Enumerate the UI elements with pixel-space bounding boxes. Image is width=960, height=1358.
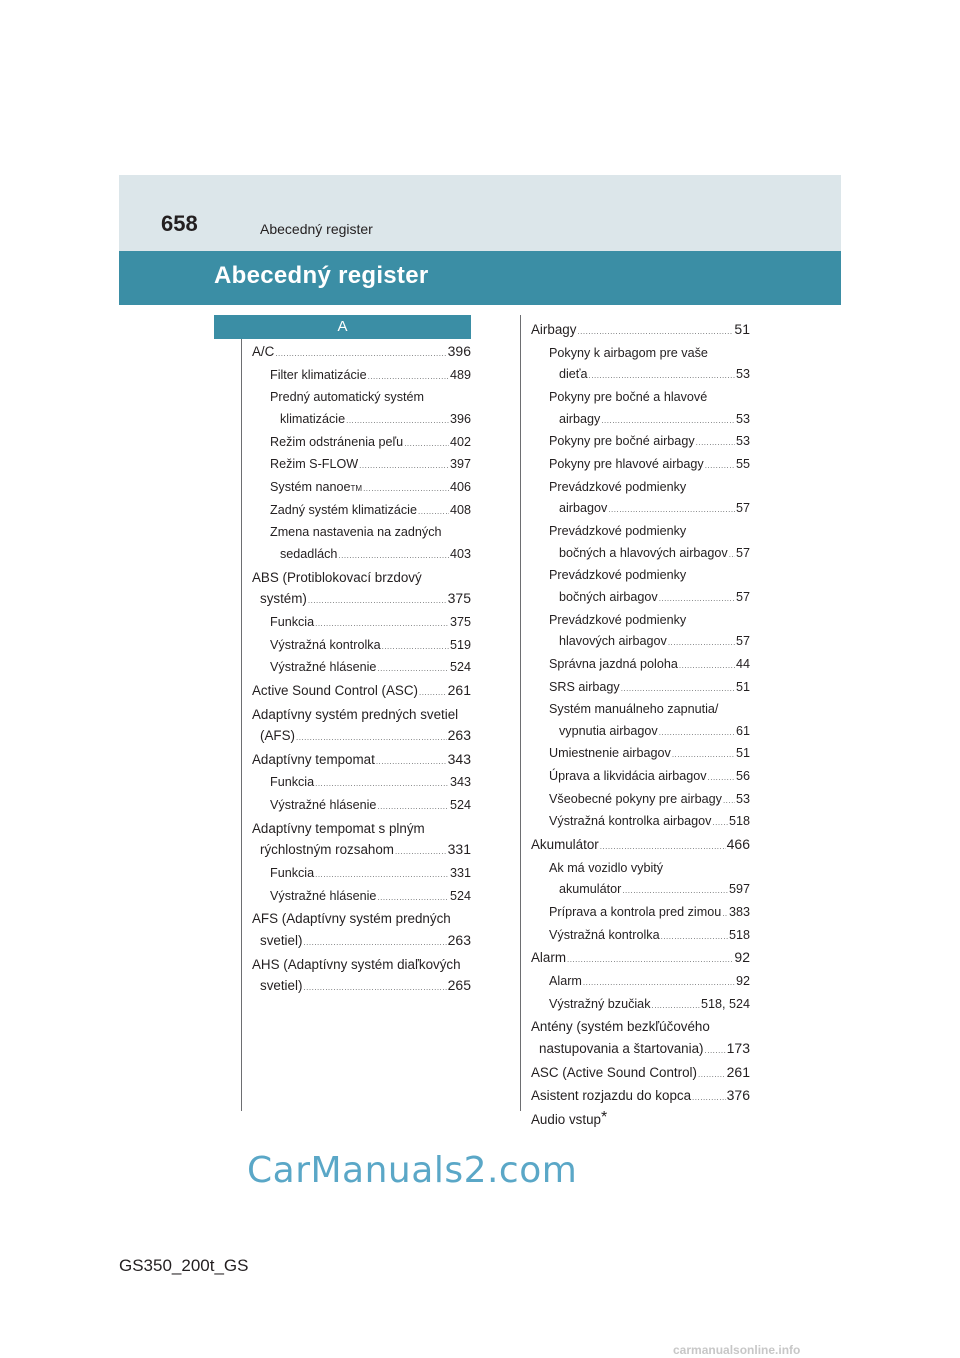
leader-dots <box>377 796 449 818</box>
entry-text: klimatizácie <box>280 411 346 426</box>
index-entry <box>531 699 750 743</box>
leader-dots <box>368 366 449 388</box>
entry-text: svetiel) <box>260 933 303 949</box>
page-ref: 263 <box>447 932 471 949</box>
entry-text: bočných a hlavových airbagov <box>559 545 728 560</box>
entry-text: Správna jazdná poloha <box>549 656 678 671</box>
leader-dots <box>296 727 447 749</box>
page-ref: 261 <box>447 681 471 698</box>
index-entry <box>531 994 750 1017</box>
entry-text: Všeobecné pokyny pre airbagy <box>549 791 722 806</box>
leader-dots <box>621 678 735 700</box>
leader-dots <box>692 1087 726 1109</box>
leader-dots <box>589 365 735 387</box>
page-ref: 466 <box>726 836 750 853</box>
index-column-right <box>531 319 750 1131</box>
page-ref: 524 <box>449 660 471 675</box>
leader-dots <box>303 932 446 954</box>
entry-text: Funkcia <box>270 775 315 790</box>
page-ref: 524 <box>449 798 471 813</box>
leader-dots <box>315 613 449 635</box>
entry-text: AHS (Adaptívny systém diaľkových <box>252 956 461 972</box>
page-ref: 343 <box>449 775 471 790</box>
index-entry <box>531 343 750 387</box>
entry-text: ASC (Active Sound Control) <box>531 1064 697 1080</box>
page-ref: 57 <box>735 589 750 604</box>
leader-dots <box>608 499 735 521</box>
leader-dots <box>705 1040 726 1062</box>
entry-text: Adaptívny systém predných svetiel <box>252 706 459 722</box>
leader-dots <box>363 478 449 500</box>
page-ref: 519 <box>449 637 471 652</box>
index-entry <box>252 908 471 953</box>
page-ref: 56 <box>735 769 750 784</box>
entry-text: Pokyny pre bočné a hlavové <box>549 389 708 404</box>
entry-text: nastupovania a štartovania) <box>539 1041 704 1056</box>
index-entry <box>252 795 471 818</box>
page-ref: 524 <box>449 888 471 903</box>
page-ref: 403 <box>449 546 471 561</box>
index-entry <box>252 680 471 704</box>
leader-dots <box>419 682 447 704</box>
index-entry <box>531 811 750 834</box>
entry-text: dieťa <box>559 367 588 382</box>
entry-text: Pokyny pre hlavové airbagy <box>549 456 704 471</box>
page-ref: 53 <box>735 367 750 382</box>
leader-dots <box>601 410 735 432</box>
entry-text: A/C <box>252 344 275 359</box>
page-ref: 44 <box>735 656 750 671</box>
index-entry <box>531 1062 750 1086</box>
entry-text: Prevádzkové podmienky <box>549 568 687 583</box>
leader-dots <box>698 1064 726 1086</box>
page-ref: 402 <box>449 434 471 449</box>
leader-dots <box>338 545 449 567</box>
leader-dots <box>275 343 446 365</box>
index-entry <box>531 610 750 654</box>
page-ref: 396 <box>449 411 471 426</box>
index-entry <box>252 567 471 612</box>
page-ref: 331 <box>447 841 471 858</box>
page-ref: 51 <box>735 746 750 761</box>
page-ref: 261 <box>726 1063 750 1080</box>
leader-dots <box>696 432 735 454</box>
entry-text: Výstražné hlásenie <box>270 798 377 813</box>
index-entry <box>252 454 471 477</box>
leader-dots <box>679 655 735 677</box>
page-ref: 375 <box>449 614 471 629</box>
page-ref: 408 <box>449 502 471 517</box>
leader-dots <box>376 751 447 773</box>
page-ref: 53 <box>735 434 750 449</box>
entry-text: Active Sound Control (ASC) <box>252 682 418 698</box>
entry-text: Systém nanoe <box>270 479 351 494</box>
entry-text: Zmena nastavenia na zadných <box>270 525 442 540</box>
entry-text: Prevádzkové podmienky <box>549 612 687 627</box>
page-ref: 375 <box>447 590 471 607</box>
page-ref: 518 <box>728 814 750 829</box>
leader-dots <box>315 773 449 795</box>
leader-dots <box>708 767 735 789</box>
leader-dots <box>661 926 728 948</box>
index-entry <box>531 1016 750 1061</box>
entry-text: Systém manuálneho zapnutia/ <box>549 702 719 717</box>
entry-text: (AFS) <box>260 728 295 744</box>
index-entry <box>531 743 750 766</box>
leader-dots <box>722 903 728 925</box>
entry-text: Airbagy <box>531 322 577 337</box>
entry-text: Filter klimatizácie <box>270 367 367 382</box>
page-ref: 57 <box>735 501 750 516</box>
leader-dots <box>346 410 449 432</box>
page-ref: 57 <box>735 634 750 649</box>
index-entry <box>531 858 750 902</box>
index-entry <box>531 789 750 812</box>
page-ref: 383 <box>728 905 750 920</box>
index-entry <box>252 432 471 455</box>
entry-text: airbagy <box>559 411 601 426</box>
index-entry <box>252 886 471 909</box>
entry-text: Predný automatický systém <box>270 390 424 405</box>
index-entry <box>531 565 750 609</box>
entry-text: hlavových airbagov <box>559 634 667 649</box>
header-band <box>119 175 841 251</box>
page-ref: 55 <box>735 456 750 471</box>
center-rule <box>520 315 521 1111</box>
leader-dots <box>303 977 446 999</box>
entry-text: ABS (Protiblokovací brzdový <box>252 569 422 585</box>
page-ref: 57 <box>735 545 750 560</box>
index-entry <box>252 500 471 523</box>
index-entry <box>252 522 471 566</box>
index-entry <box>531 654 750 677</box>
entry-text: Úprava a likvidácia airbagov <box>549 769 707 784</box>
index-entry <box>252 635 471 658</box>
entry-text: Akumulátor <box>531 837 599 853</box>
entry-text: Prevádzkové podmienky <box>549 479 687 494</box>
leader-dots <box>652 995 700 1017</box>
index-entry <box>252 863 471 886</box>
entry-text: Umiestnenie airbagov <box>549 746 671 761</box>
entry-text: akumulátor <box>559 882 622 897</box>
entry-text: sedadlách <box>280 546 338 561</box>
leader-dots <box>659 588 735 610</box>
running-title: Abecedný register <box>260 221 373 237</box>
entry-text: Adaptívny tempomat <box>252 751 375 767</box>
index-entry <box>252 818 471 863</box>
page-ref: 53 <box>735 411 750 426</box>
leader-dots <box>672 744 735 766</box>
leader-dots <box>567 949 733 971</box>
leader-dots <box>382 636 449 658</box>
entry-text: airbagov <box>559 501 608 516</box>
index-entry <box>531 521 750 565</box>
entry-text: SRS airbagy <box>549 679 620 694</box>
page-ref: 489 <box>449 367 471 382</box>
index-entry <box>531 834 750 858</box>
page-ref: 343 <box>447 750 471 767</box>
entry-text: Asistent rozjazdu do kopca <box>531 1088 692 1104</box>
leader-dots <box>712 812 728 834</box>
index-entry <box>531 766 750 789</box>
entry-text: systém) <box>260 591 307 607</box>
index-entry <box>252 704 471 749</box>
index-entry <box>531 1085 750 1109</box>
watermark: CarManuals2.com <box>247 1150 578 1191</box>
page-ref: 92 <box>734 949 750 966</box>
page-ref: 61 <box>735 723 750 738</box>
index-entry <box>252 954 471 999</box>
entry-text: Výstražná kontrolka airbagov <box>549 814 712 829</box>
index-entry <box>252 612 471 635</box>
leader-dots <box>377 887 449 909</box>
leader-dots <box>359 455 449 477</box>
index-entry <box>252 365 471 388</box>
entry-text: Výstražná kontrolka <box>270 637 381 652</box>
entry-text: Pokyny k airbagom pre vaše <box>549 345 708 360</box>
index-entry <box>531 902 750 925</box>
entry-text: Alarm <box>531 950 566 966</box>
leader-dots <box>583 972 735 994</box>
index-entry <box>252 341 471 365</box>
page-ref: 396 <box>447 343 471 359</box>
index-column-left <box>252 341 471 999</box>
leader-dots <box>622 880 728 902</box>
page-ref: 53 <box>735 791 750 806</box>
leader-dots <box>729 544 735 566</box>
index-entry <box>531 454 750 477</box>
page-ref: 92 <box>735 974 750 989</box>
page-ref: 265 <box>447 977 471 994</box>
page-ref: 597 <box>728 882 750 897</box>
entry-text: Antény (systém bezkľúčového <box>531 1019 710 1035</box>
page-ref: 173 <box>726 1040 750 1056</box>
entry-text: Príprava a kontrola pred zimou <box>549 905 722 920</box>
entry-text: Výstražné hlásenie <box>270 888 377 903</box>
page-number: 658 <box>161 211 198 236</box>
entry-text: Výstražná kontrolka <box>549 927 660 942</box>
site-watermark: carmanualsonline.info <box>673 1343 801 1357</box>
entry-text: Funkcia <box>270 614 315 629</box>
entry-text: Výstražné hlásenie <box>270 660 377 675</box>
index-entry: Systém nanoe TM ..... 406 <box>252 477 471 500</box>
page-ref: 51 <box>734 321 750 337</box>
index-entry <box>531 925 750 948</box>
leader-dots <box>418 501 449 523</box>
entry-text: rýchlostným rozsahom <box>260 842 394 858</box>
leader-dots <box>600 836 726 858</box>
leader-dots <box>395 841 447 863</box>
leader-dots <box>377 658 449 680</box>
entry-text: Pokyny pre bočné airbagy <box>549 434 695 449</box>
entry-text: vypnutia airbagov <box>559 723 658 738</box>
index-entry <box>252 772 471 795</box>
index-entry: Audio vstup * <box>531 1109 750 1131</box>
page-ref: 376 <box>726 1087 750 1104</box>
entry-text: svetiel) <box>260 978 303 994</box>
leader-dots <box>308 590 447 612</box>
page-ref: 397 <box>449 457 471 472</box>
index-entry <box>531 971 750 994</box>
entry-text: Režim S-FLOW <box>270 457 359 472</box>
entry-text: Adaptívny tempomat s plným <box>252 820 425 836</box>
entry-text: Prevádzkové podmienky <box>549 523 687 538</box>
leader-dots <box>668 632 735 654</box>
footer-code: GS350_200t_GS <box>119 1256 249 1275</box>
entry-text: Ak má vozidlo vybitý <box>549 860 664 875</box>
index-entry <box>252 749 471 773</box>
entry-text: Režim odstránenia peľu <box>270 434 404 449</box>
page-ref: 331 <box>449 866 471 881</box>
page-ref: 406 <box>449 479 471 494</box>
index-entry <box>531 947 750 971</box>
left-rule <box>241 315 242 1111</box>
leader-dots <box>404 433 449 455</box>
page-ref: 518, 524 <box>700 996 750 1011</box>
index-entry <box>531 387 750 431</box>
entry-text: Alarm <box>549 974 582 989</box>
page-ref: 51 <box>735 679 750 694</box>
index-entry <box>252 657 471 680</box>
leader-dots <box>315 864 449 886</box>
entry-text: bočných airbagov <box>559 589 658 604</box>
index-entry <box>252 387 471 431</box>
leader-dots <box>723 790 735 812</box>
letter-heading: A <box>214 315 471 339</box>
leader-dots <box>705 455 735 477</box>
entry-text: Zadný systém klimatizácie <box>270 502 417 517</box>
entry-text: AFS (Adaptívny systém predných <box>252 911 451 927</box>
leader-dots <box>659 722 735 744</box>
entry-text: Audio vstup <box>531 1111 601 1127</box>
entry-text: Funkcia <box>270 866 315 881</box>
section-title: Abecedný register <box>214 262 429 289</box>
index-entry <box>531 677 750 700</box>
index-entry <box>531 431 750 454</box>
page-ref: 518 <box>728 927 750 942</box>
entry-text: Výstražný bzučiak <box>549 996 651 1011</box>
index-entry <box>531 477 750 521</box>
page-ref: 263 <box>447 727 471 744</box>
index-entry <box>531 319 750 343</box>
leader-dots <box>577 321 733 343</box>
